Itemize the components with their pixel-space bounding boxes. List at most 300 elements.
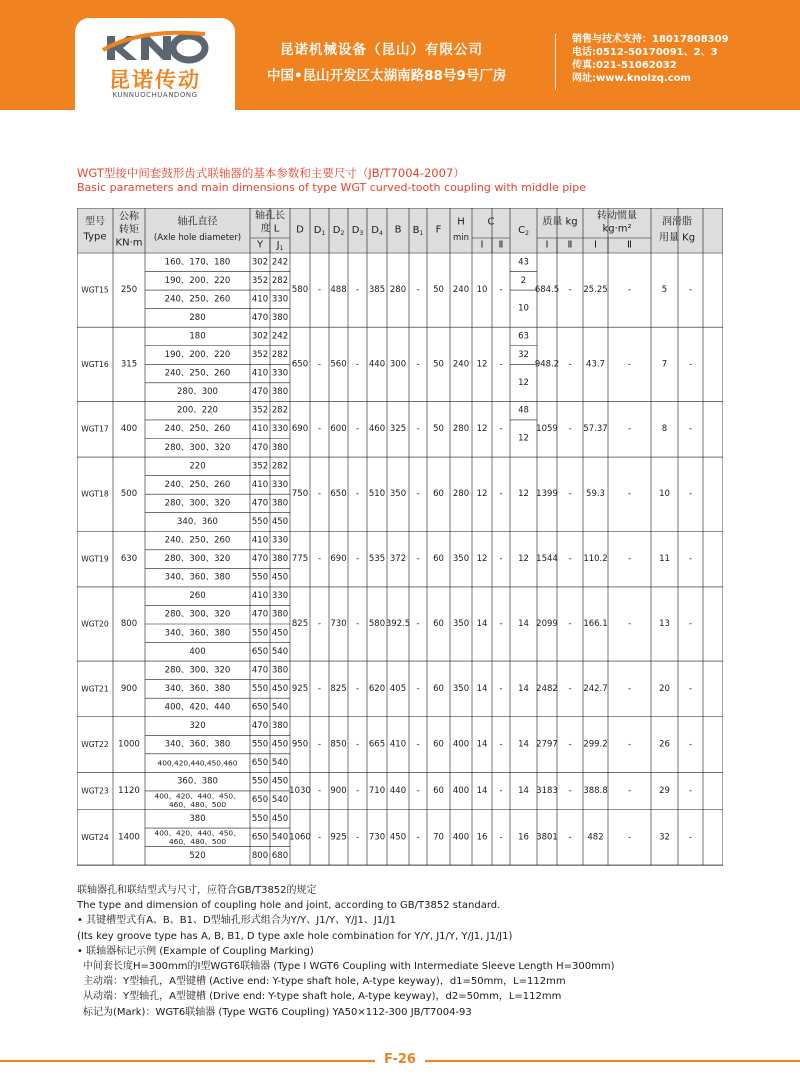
grease-i-cell: 10 <box>659 489 670 500</box>
mass-ii-cell: - <box>568 554 572 565</box>
hole-diameter-cell: 340、360 <box>177 516 218 527</box>
dim-d3-cell: - <box>355 285 360 296</box>
hole-length-j1-cell: 282 <box>271 461 289 472</box>
hole-length-y-cell: 470 <box>251 442 269 453</box>
dim-c1-cell: 14 <box>476 683 488 694</box>
hole-length-y-cell: 650 <box>251 646 269 657</box>
dim-d4-cell: 665 <box>368 739 386 750</box>
hole-diameter-cell: 340、360、380 <box>164 628 231 639</box>
header-B1: $B_1$ <box>412 224 424 237</box>
c2-cell: 14 <box>518 785 529 796</box>
hole-length-j1-cell: 242 <box>271 331 289 342</box>
header-hole-len-2: 度 L <box>260 223 280 235</box>
hole-length-j1-cell: 380 <box>271 609 289 620</box>
hole-diameter-cell: 400 <box>189 646 206 657</box>
c2-cell: 12 <box>518 489 529 500</box>
header-D: D <box>296 224 304 236</box>
hole-length-y-cell: 352 <box>251 350 269 361</box>
torque-cell: 630 <box>120 554 138 565</box>
contact-phone: 电话:0512-50170091、2、3 <box>572 47 718 58</box>
dim-d4-cell: 710 <box>368 785 386 796</box>
dim-f-cell: 60 <box>433 619 444 629</box>
c2-cell: 14 <box>518 739 529 750</box>
inertia-i-cell: 59.3 <box>586 489 605 500</box>
dim-b1-cell: - <box>416 285 420 296</box>
dim-c2-cell: - <box>499 359 503 370</box>
dim-c2-cell: - <box>499 489 503 500</box>
header-mass-I: Ⅰ <box>545 239 549 251</box>
grease-ii-cell: - <box>688 832 693 843</box>
c2-cell: 2 <box>520 275 527 286</box>
mass-i-cell: 1544 <box>536 554 558 565</box>
dim-b1-cell: - <box>416 489 420 500</box>
hole-diameter-cell: 520 <box>189 850 206 861</box>
header-torque-1: 公称 <box>119 211 139 223</box>
header-hole-dia-en: (Axle hole diameter) <box>153 233 242 243</box>
hole-length-y-cell: 800 <box>251 850 269 861</box>
dim-d3-cell: - <box>355 619 360 629</box>
inertia-ii-cell: - <box>627 832 632 843</box>
c2-cell: 14 <box>518 683 529 694</box>
dim-d4-cell: 535 <box>368 554 386 565</box>
dim-c1-cell: 14 <box>476 619 488 629</box>
dim-h-cell: 240 <box>452 359 470 370</box>
dim-b-cell: 450 <box>389 832 407 843</box>
dim-d2-cell: 900 <box>330 785 347 796</box>
dim-d1-cell: - <box>317 285 322 296</box>
grease-i-cell: 20 <box>659 683 670 694</box>
hole-length-j1-cell: 380 <box>271 442 289 453</box>
dim-d-cell: 925 <box>291 683 309 694</box>
grease-i-cell: 11 <box>659 554 670 565</box>
hole-length-y-cell: 470 <box>251 554 269 565</box>
hole-length-y-cell: 470 <box>251 609 269 620</box>
grease-ii-cell: - <box>688 554 693 565</box>
mass-ii-cell: - <box>568 683 572 694</box>
header-C-II: Ⅱ <box>498 239 504 251</box>
header-F: F <box>435 224 442 236</box>
hole-length-j1-cell: 380 <box>271 721 289 732</box>
header-type-en: Type <box>83 231 107 243</box>
hole-diameter-cell: 240、250、260 <box>164 294 231 305</box>
inertia-ii-cell: - <box>627 359 632 370</box>
dim-d-cell: 1030 <box>289 785 311 796</box>
hole-length-y-cell: 550 <box>251 776 269 787</box>
inertia-ii-cell: - <box>627 683 632 694</box>
inertia-i-cell: 57.37 <box>583 424 608 435</box>
inertia-ii-cell: - <box>627 619 632 629</box>
torque-cell: 900 <box>120 683 138 694</box>
dim-b1-cell: - <box>416 832 420 843</box>
grease-ii-cell: - <box>688 619 693 629</box>
grease-i-cell: 13 <box>659 619 670 629</box>
dim-f-cell: 50 <box>433 359 444 370</box>
dim-f-cell: 60 <box>433 683 444 694</box>
hole-diameter-cell: 360、380 <box>177 776 218 787</box>
dim-c1-cell: 14 <box>476 739 488 750</box>
hole-length-j1-cell: 380 <box>271 312 289 323</box>
hole-length-j1-cell: 450 <box>271 516 289 527</box>
grease-i-cell: 8 <box>661 424 668 435</box>
header-D3: $D_3$ <box>351 224 364 237</box>
mass-ii-cell: - <box>568 489 572 500</box>
hole-diameter-cell: 160、170、180 <box>164 257 231 268</box>
note-en-1: The type and dimension of coupling hole and joint, according to GB/T3852 standard. <box>77 900 501 912</box>
dim-d4-cell: 620 <box>368 683 386 694</box>
inertia-i-cell: 388.8 <box>583 785 608 796</box>
page-header <box>0 0 800 110</box>
inertia-i-cell: 43.7 <box>586 359 605 370</box>
hole-length-j1-cell: 330 <box>271 424 289 435</box>
dim-d1-cell: - <box>317 554 322 565</box>
header-hole-dia-cn: 轴孔直径 <box>177 216 218 228</box>
dim-h-cell: 280 <box>452 489 470 500</box>
mass-ii-cell: - <box>568 739 572 750</box>
notes <box>77 883 614 1020</box>
torque-cell: 250 <box>120 285 138 296</box>
header-hole-len-1: 轴孔长 <box>255 210 285 222</box>
hole-length-y-cell: 352 <box>251 275 269 286</box>
header-hole-len-y: Y <box>256 239 264 251</box>
hole-diameter-cell: 220 <box>189 461 206 472</box>
note-example-active: 主动端：Y型轴孔，A型键槽 (Active end: Y-type shaft hole, A-type keyway)，d1=50mm，L=112mm <box>83 976 566 988</box>
inertia-i-cell: 242.7 <box>583 683 608 694</box>
hole-diameter-cell: 240、250、260 <box>164 479 231 490</box>
hole-diameter-cell: 340、360、380 <box>164 683 231 694</box>
mass-ii-cell: - <box>568 285 572 296</box>
type-cell: WGT20 <box>81 619 109 629</box>
hole-length-j1-cell: 540 <box>271 832 289 843</box>
logo <box>75 18 235 110</box>
hole-diameter-cell: 380 <box>189 813 206 824</box>
c2-cell: 12 <box>518 554 529 565</box>
dim-d4-cell: 510 <box>368 489 386 500</box>
table-title-cn: WGT型接中间套鼓形齿式联轴器的基本参数和主要尺寸（JB/T7004-2007） <box>77 166 465 180</box>
header-hole-len-j1: $J_1$ <box>276 239 284 252</box>
company-name: 昆诺机械设备（昆山）有限公司 <box>280 42 483 58</box>
dim-d1-cell: - <box>317 619 322 629</box>
dim-c2-cell: - <box>499 619 503 629</box>
dim-d1-cell: - <box>317 359 322 370</box>
dim-d3-cell: - <box>355 832 360 843</box>
dim-b-cell: 300 <box>389 359 407 370</box>
inertia-i-cell: 299.2 <box>583 739 608 750</box>
dim-d1-cell: - <box>317 683 322 694</box>
hole-diameter-cell: 340、360、380 <box>164 739 231 750</box>
dim-d2-cell: 650 <box>330 489 347 500</box>
dim-d1-cell: - <box>317 785 322 796</box>
hole-diameter-cell: 400,420,440,450,460 <box>157 758 238 768</box>
dim-b1-cell: - <box>416 739 420 750</box>
dim-d-cell: 1060 <box>289 832 311 843</box>
dim-c1-cell: 10 <box>476 285 488 296</box>
hole-diameter-cell: 240、250、260 <box>164 368 231 379</box>
c2-cell: 32 <box>518 350 529 361</box>
hole-diameter-cell: 280、300、320 <box>164 554 231 565</box>
grease-ii-cell: - <box>688 683 693 694</box>
hole-length-y-cell: 470 <box>251 387 269 398</box>
hole-diameter-cell: 280、300、320 <box>164 498 231 509</box>
dim-d2-cell: 925 <box>330 832 347 843</box>
logo-text-cn: 昆诺传动 <box>109 68 201 92</box>
hole-diameter-cell: 280、300、320 <box>164 609 231 620</box>
grease-i-cell: 26 <box>659 739 670 750</box>
dim-c1-cell: 12 <box>476 359 488 370</box>
dim-d-cell: 950 <box>291 739 309 750</box>
torque-cell: 1120 <box>118 785 140 796</box>
hole-length-y-cell: 410 <box>251 368 269 379</box>
dim-d3-cell: - <box>355 359 360 370</box>
hole-diameter-cell: 320 <box>189 721 206 732</box>
type-cell: WGT23 <box>81 786 109 796</box>
dim-d1-cell: - <box>317 424 322 435</box>
note-cn-1: 联轴器孔和联结型式与尺寸，应符合GB/T3852的规定 <box>77 885 317 896</box>
grease-ii-cell: - <box>688 359 693 370</box>
dim-c2-cell: - <box>499 832 503 843</box>
header-H: H <box>457 216 465 228</box>
header-grease-2: 用量 Kg <box>658 232 696 244</box>
hole-length-j1-cell: 450 <box>271 813 289 824</box>
hole-length-j1-cell: 450 <box>271 628 289 639</box>
hole-diameter-cell: 240、250、260 <box>164 535 231 546</box>
dim-c1-cell: 16 <box>476 832 488 843</box>
type-cell: WGT22 <box>81 740 109 750</box>
torque-cell: 315 <box>120 359 138 370</box>
grease-ii-cell: - <box>688 285 693 296</box>
mass-i-cell: 3801 <box>536 832 558 843</box>
mass-i-cell: 1059 <box>536 424 558 435</box>
torque-cell: 500 <box>120 489 138 500</box>
hole-length-y-cell: 550 <box>251 516 269 527</box>
header-H-min: min <box>452 233 470 243</box>
hole-length-j1-cell: 282 <box>271 350 289 361</box>
parameters-table <box>77 208 723 873</box>
c2-cell: 16 <box>518 832 529 843</box>
dim-b-cell: 440 <box>389 785 407 796</box>
dim-b-cell: 350 <box>389 489 407 500</box>
inertia-ii-cell: - <box>627 285 632 296</box>
hole-length-j1-cell: 330 <box>271 479 289 490</box>
hole-diameter-cell: 200、220 <box>177 405 218 416</box>
torque-cell: 400 <box>120 424 138 435</box>
dim-h-cell: 350 <box>452 619 470 629</box>
hole-length-y-cell: 470 <box>251 312 269 323</box>
hole-length-y-cell: 470 <box>251 721 269 732</box>
dim-f-cell: 60 <box>433 785 444 796</box>
dim-d2-cell: 730 <box>330 619 347 629</box>
dim-f-cell: 50 <box>433 424 444 435</box>
dim-d3-cell: - <box>355 785 360 796</box>
hole-length-j1-cell: 242 <box>271 257 289 268</box>
dim-c1-cell: 12 <box>476 424 488 435</box>
hole-length-j1-cell: 450 <box>271 683 289 694</box>
torque-cell: 1400 <box>118 832 140 843</box>
type-cell: WGT21 <box>81 684 109 694</box>
inertia-ii-cell: - <box>627 489 632 500</box>
hole-diameter-cell: 190、200、220 <box>164 275 231 286</box>
header-inertia-unit: kg·m² <box>602 223 632 235</box>
header-C-I: Ⅰ <box>480 239 484 251</box>
hole-diameter-cell: 460、480、500 <box>168 799 227 809</box>
dim-b1-cell: - <box>416 424 420 435</box>
dim-b1-cell: - <box>416 683 420 694</box>
c2-cell: 12 <box>518 433 529 444</box>
header-inertia-II: Ⅱ <box>627 239 632 251</box>
logo-mark-icon <box>101 26 211 66</box>
hole-length-j1-cell: 540 <box>271 702 289 713</box>
header-D1: $D_1$ <box>313 224 326 237</box>
dim-d3-cell: - <box>355 489 360 500</box>
header-inertia: 转动惯量 <box>597 210 637 222</box>
mass-i-cell: 3183 <box>536 785 558 796</box>
mass-ii-cell: - <box>568 832 572 843</box>
c2-cell: 10 <box>518 303 529 314</box>
header-torque-3: KN·m <box>115 237 143 249</box>
dim-c1-cell: 14 <box>476 785 488 796</box>
dim-d3-cell: - <box>355 424 360 435</box>
dim-d3-cell: - <box>355 739 360 750</box>
dim-f-cell: 60 <box>433 739 444 750</box>
grease-ii-cell: - <box>688 785 693 796</box>
hole-length-y-cell: 410 <box>251 294 269 305</box>
mass-ii-cell: - <box>568 359 572 370</box>
dim-h-cell: 400 <box>452 832 470 843</box>
dim-d2-cell: 690 <box>330 554 347 565</box>
hole-length-y-cell: 650 <box>251 795 269 806</box>
hole-length-y-cell: 550 <box>251 628 269 639</box>
dim-c2-cell: - <box>499 424 503 435</box>
hole-diameter-cell: 400、420、440 <box>164 702 231 713</box>
header-inertia-I: Ⅰ <box>594 239 597 251</box>
dim-b1-cell: - <box>416 359 420 370</box>
dim-h-cell: 350 <box>452 683 470 694</box>
note-en-2: (Its key groove type has A, B, B1, D type axle hole combination for Y/Y, J1/Y, Y/J1, J1/J1) <box>77 930 513 942</box>
dim-d4-cell: 460 <box>368 424 386 435</box>
dim-d4-cell: 440 <box>368 359 386 370</box>
dim-b-cell: 405 <box>389 683 407 694</box>
hole-diameter-cell: 190、200、220 <box>164 350 231 361</box>
header-D2: $D_2$ <box>332 224 345 237</box>
hole-diameter-cell: 180 <box>189 331 206 342</box>
hole-length-y-cell: 550 <box>251 572 269 583</box>
hole-length-j1-cell: 450 <box>271 572 289 583</box>
type-cell: WGT18 <box>81 489 109 499</box>
hole-diameter-cell: 280、300、320 <box>164 442 231 453</box>
header-D4: $D_4$ <box>371 224 383 237</box>
header-B: B <box>394 224 402 236</box>
dim-c2-cell: - <box>499 683 503 694</box>
header-divider <box>555 34 556 90</box>
dim-h-cell: 240 <box>452 285 470 296</box>
header-C: C <box>487 216 495 228</box>
header-torque-2: 转矩 <box>119 224 139 236</box>
table-title-en: Basic parameters and main dimensions of type WGT curved-tooth coupling with middle pipe <box>77 181 586 194</box>
hole-length-j1-cell: 680 <box>271 850 289 861</box>
hole-length-j1-cell: 540 <box>271 795 289 806</box>
torque-cell: 800 <box>120 619 138 629</box>
hole-length-y-cell: 410 <box>251 591 269 602</box>
hole-diameter-cell: 400、420、440、450、 <box>154 828 241 838</box>
hole-length-j1-cell: 330 <box>271 294 289 305</box>
dim-h-cell: 400 <box>452 785 470 796</box>
c2-cell: 12 <box>518 377 529 388</box>
hole-diameter-cell: 400、420、440、450、 <box>154 791 241 801</box>
c2-cell: 43 <box>518 257 529 268</box>
contact-sales: 销售与技术支持：18017808309 <box>572 34 729 45</box>
grease-i-cell: 7 <box>661 359 668 370</box>
dim-f-cell: 60 <box>433 489 444 500</box>
mass-i-cell: 2797 <box>536 739 558 750</box>
inertia-i-cell: 482 <box>587 832 604 843</box>
hole-diameter-cell: 460、480、500 <box>168 837 227 847</box>
contact-fax: 传真:021-51062032 <box>572 60 677 71</box>
mass-i-cell: 684.5 <box>534 285 560 296</box>
grease-i-cell: 32 <box>659 832 670 843</box>
hole-length-y-cell: 352 <box>251 461 269 472</box>
hole-diameter-cell: 240、250、260 <box>164 424 231 435</box>
dim-h-cell: 400 <box>452 739 470 750</box>
dim-d4-cell: 580 <box>368 619 386 629</box>
dim-d4-cell: 385 <box>368 285 386 296</box>
note-example-title: • 联轴器标记示例 (Example of Coupling Marking) <box>77 945 314 957</box>
header-grease-1: 润滑脂 <box>662 216 692 228</box>
hole-length-y-cell: 650 <box>251 832 269 843</box>
type-cell: WGT16 <box>81 359 109 369</box>
dim-d3-cell: - <box>355 683 360 694</box>
grease-i-cell: 5 <box>661 285 668 296</box>
hole-length-j1-cell: 450 <box>271 776 289 787</box>
dim-d2-cell: 825 <box>330 683 347 694</box>
mass-i-cell: 1399 <box>536 489 558 500</box>
hole-diameter-cell: 280、300、320 <box>164 665 231 676</box>
hole-length-y-cell: 470 <box>251 665 269 676</box>
hole-diameter-cell: 280 <box>189 312 206 323</box>
inertia-i-cell: 25.25 <box>583 285 608 296</box>
mass-i-cell: 2482 <box>536 683 558 694</box>
dim-b1-cell: - <box>416 619 420 629</box>
hole-length-y-cell: 550 <box>251 683 269 694</box>
c2-cell: 14 <box>518 619 529 629</box>
company-address: 中国•昆山开发区太湖南路88号9号厂房 <box>267 68 507 84</box>
dim-d2-cell: 488 <box>330 285 347 296</box>
dim-h-cell: 280 <box>452 424 470 435</box>
dim-f-cell: 70 <box>433 832 444 843</box>
hole-length-j1-cell: 380 <box>271 498 289 509</box>
dim-b-cell: 372 <box>389 554 407 565</box>
type-cell: WGT24 <box>81 832 109 842</box>
header-type-cn: 型号 <box>85 216 105 228</box>
dim-h-cell: 350 <box>452 554 470 565</box>
hole-length-y-cell: 302 <box>251 257 269 268</box>
dim-d-cell: 750 <box>291 489 309 500</box>
dim-d-cell: 650 <box>291 359 309 370</box>
dim-c1-cell: 12 <box>476 554 488 565</box>
page-number: F-26 <box>375 1050 425 1070</box>
inertia-ii-cell: - <box>627 739 632 750</box>
hole-diameter-cell: 260 <box>189 591 206 602</box>
dim-d3-cell: - <box>355 554 360 565</box>
hole-length-j1-cell: 380 <box>271 387 289 398</box>
dim-c2-cell: - <box>499 554 503 565</box>
c2-cell: 63 <box>518 331 529 342</box>
hole-diameter-cell: 340、360、380 <box>164 572 231 583</box>
dim-d-cell: 825 <box>291 619 309 629</box>
dim-d1-cell: - <box>317 832 322 843</box>
inertia-ii-cell: - <box>627 554 632 565</box>
dim-f-cell: 50 <box>433 285 444 296</box>
dim-d-cell: 690 <box>291 424 309 435</box>
inertia-ii-cell: - <box>627 785 632 796</box>
